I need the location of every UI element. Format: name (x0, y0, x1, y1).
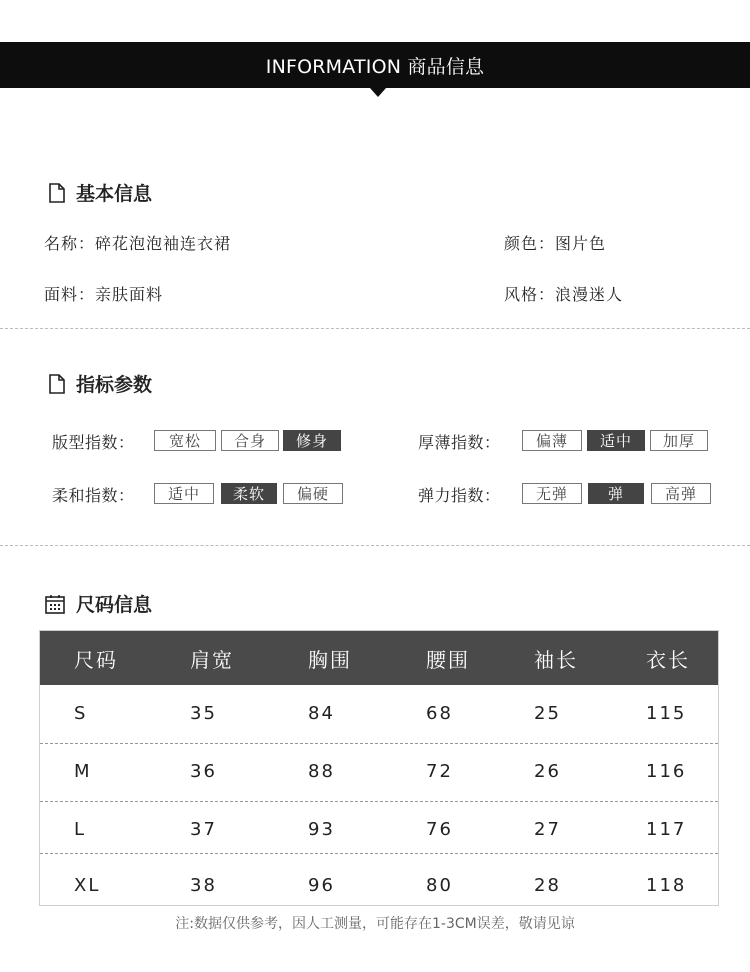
thickness-option: 偏薄 (522, 430, 582, 451)
table-cell: 38 (190, 875, 217, 896)
header-cell: 腰围 (426, 648, 470, 672)
banner-pointer (370, 88, 386, 97)
table-cell: 117 (646, 819, 687, 840)
table-cell: 35 (190, 703, 217, 724)
table-cell: M (74, 761, 92, 782)
size-table (39, 630, 719, 906)
product-style: 风格：浪漫迷人 (504, 285, 624, 304)
table-cell: 25 (534, 703, 561, 724)
header-cell: 胸围 (308, 648, 352, 672)
params-title: 指标参数 (76, 374, 153, 396)
table-cell: 80 (426, 875, 453, 896)
table-cell: 118 (646, 875, 687, 896)
table-cell: 27 (534, 819, 561, 840)
thickness-index-label: 厚薄指数： (418, 433, 501, 452)
table-cell: L (74, 819, 87, 840)
table-cell: 115 (646, 703, 687, 724)
fit-option: 合身 (221, 430, 279, 451)
row-divider (40, 853, 718, 854)
header-cell: 肩宽 (190, 648, 234, 672)
information-banner (0, 42, 750, 88)
section-divider (0, 328, 750, 329)
table-cell: 26 (534, 761, 561, 782)
elasticity-option: 高弹 (651, 483, 711, 504)
table-cell: 93 (308, 819, 335, 840)
basic-info-heading (48, 179, 152, 206)
table-cell: 116 (646, 761, 687, 782)
header-cell: 衣长 (646, 648, 690, 672)
table-cell: 37 (190, 819, 217, 840)
size-title: 尺码信息 (76, 594, 153, 616)
softness-index-label: 柔和指数： (52, 486, 135, 505)
fit-option: 宽松 (154, 430, 216, 451)
size-table-header (40, 631, 718, 685)
table-cell: XL (74, 875, 101, 896)
table-row (40, 743, 718, 801)
thickness-option: 加厚 (650, 430, 708, 451)
product-color: 颜色：图片色 (504, 234, 607, 253)
calendar-icon (44, 593, 66, 615)
banner-title: INFORMATION 商品信息 (265, 55, 485, 78)
params-heading (48, 370, 152, 397)
table-cell: 36 (190, 761, 217, 782)
document-icon (48, 183, 66, 203)
table-cell: 68 (426, 703, 453, 724)
table-cell: 84 (308, 703, 335, 724)
table-row (40, 857, 718, 915)
thickness-option: 适中 (587, 430, 645, 451)
table-cell: 72 (426, 761, 453, 782)
softness-option: 柔软 (221, 483, 277, 504)
fit-index-label: 版型指数： (52, 433, 135, 452)
basic-info-title: 基本信息 (76, 183, 153, 205)
elasticity-option: 弹 (588, 483, 644, 504)
table-row (40, 801, 718, 859)
section-divider (0, 545, 750, 546)
product-name: 名称：碎花泡泡袖连衣裙 (44, 234, 232, 253)
table-cell: 28 (534, 875, 561, 896)
header-cell: 袖长 (534, 648, 578, 672)
measurement-note: 注:数据仅供参考，因人工测量，可能存在1-3CM误差，敬请见谅 (175, 916, 575, 932)
softness-option: 偏硬 (283, 483, 343, 504)
table-row (40, 685, 718, 743)
fit-option: 修身 (283, 430, 341, 451)
table-cell: S (74, 703, 88, 724)
table-cell: 96 (308, 875, 335, 896)
product-fabric: 面料：亲肤面料 (44, 285, 164, 304)
elasticity-index-label: 弹力指数： (418, 486, 501, 505)
table-cell: 76 (426, 819, 453, 840)
table-cell: 88 (308, 761, 335, 782)
document-icon (48, 374, 66, 394)
softness-option: 适中 (154, 483, 214, 504)
elasticity-option: 无弹 (522, 483, 582, 504)
size-heading (44, 590, 152, 617)
header-cell: 尺码 (74, 648, 118, 672)
